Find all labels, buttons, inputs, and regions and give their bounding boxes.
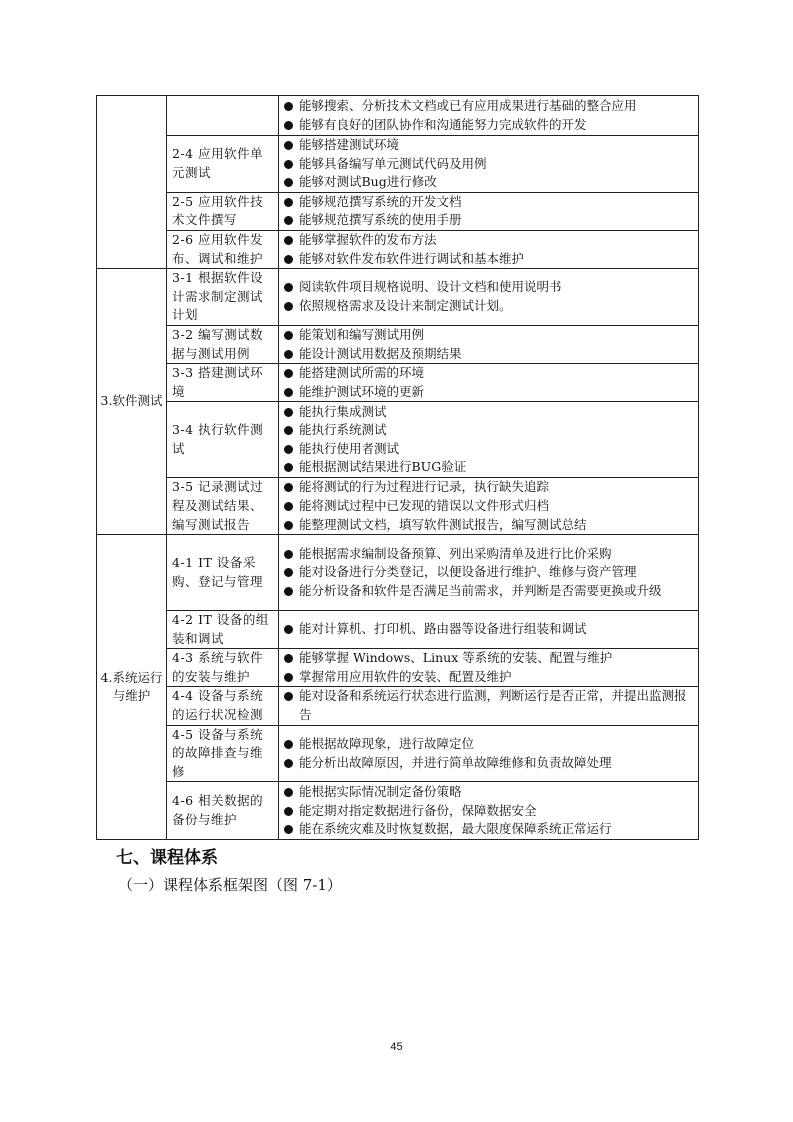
requirement-item: 能执行集成测试	[283, 403, 694, 422]
table-row	[97, 136, 699, 193]
table-row	[97, 649, 699, 687]
task-cell: 3-4 执行软件测试	[167, 402, 279, 478]
subsection-title: （一）课程体系框架图（图 7-1）	[118, 876, 342, 894]
table-row	[97, 230, 699, 268]
table-row	[97, 687, 699, 725]
requirement-item: 能将测试的行为过程进行记录，执行缺失追踪	[283, 478, 694, 497]
requirements-cell	[279, 649, 699, 687]
requirement-item: 能够搭建测试环境	[283, 136, 694, 155]
table-row	[97, 725, 699, 782]
task-cell: 3-3 搭建测试环境	[167, 364, 279, 402]
task-cell: 4-6 相关数据的备份与维护	[167, 782, 279, 840]
task-cell: 2-5 应用软件技术文件撰写	[167, 192, 279, 230]
requirements-cell	[279, 269, 699, 326]
table-row	[97, 535, 699, 611]
requirements-cell	[279, 535, 699, 611]
requirement-item: 能根据测试结果进行BUG验证	[283, 458, 694, 477]
requirement-item: 能够搜索、分析技术文档或已有应用成果进行基础的整合应用	[283, 97, 694, 116]
requirements-table	[96, 95, 699, 840]
requirements-cell	[279, 96, 699, 136]
task-cell: 4-3 系统与软件的安装与维护	[167, 649, 279, 687]
requirement-item: 能整理测试文档，填写软件测试报告，编写测试总结	[283, 516, 694, 535]
requirements-cell	[279, 136, 699, 193]
requirement-item: 掌握常用应用软件的安装、配置及维护	[283, 668, 694, 687]
requirements-cell	[279, 725, 699, 782]
requirement-item: 能够有良好的团队协作和沟通能努力完成软件的开发	[283, 116, 694, 135]
task-cell: 4-1 IT 设备采购、登记与管理	[167, 535, 279, 611]
requirement-item: 能在系统灾难及时恢复数据，最大限度保障系统正常运行	[283, 820, 694, 839]
table-row	[97, 96, 699, 136]
requirement-item: 能够具备编写单元测试代码及用例	[283, 155, 694, 174]
requirements-cell	[279, 364, 699, 402]
area-cell: 4.系统运行与维护	[97, 535, 167, 840]
requirements-cell	[279, 611, 699, 649]
requirement-item: 能执行系统测试	[283, 421, 694, 440]
task-cell: 4-5 设备与系统的故障排查与维修	[167, 725, 279, 782]
requirements-cell	[279, 192, 699, 230]
table-row	[97, 269, 699, 326]
table-row	[97, 325, 699, 363]
requirement-item: 阅读软件项目规格说明、设计文档和使用说明书	[283, 278, 694, 297]
task-cell: 4-4 设备与系统的运行状况检测	[167, 687, 279, 725]
requirement-item: 依照规格需求及设计来制定测试计划。	[283, 297, 694, 316]
requirement-item: 能搭建测试所需的环境	[283, 364, 694, 383]
requirements-cell	[279, 478, 699, 535]
requirement-item: 能对设备进行分类登记，以便设备进行维护、维修与资产管理	[283, 563, 694, 582]
requirements-cell	[279, 230, 699, 268]
requirement-item: 能对计算机、打印机、路由器等设备进行组装和调试	[283, 620, 694, 639]
requirement-item: 能定期对指定数据进行备份，保障数据安全	[283, 802, 694, 821]
page-number: 45	[390, 1041, 403, 1053]
requirement-item: 能对设备和系统运行状态进行监测，判断运行是否正常，并提出监测报告	[283, 687, 694, 724]
requirement-item: 能根据故障现象，进行故障定位	[283, 735, 694, 754]
requirements-cell	[279, 325, 699, 363]
requirement-item: 能够规范撰写系统的使用手册	[283, 211, 694, 230]
table-row	[97, 478, 699, 535]
requirement-item: 能够对软件发布软件进行调试和基本维护	[283, 250, 694, 269]
requirement-item: 能执行使用者测试	[283, 440, 694, 459]
task-cell: 4-2 IT 设备的组装和调试	[167, 611, 279, 649]
requirement-item: 能够掌握软件的发布方法	[283, 231, 694, 250]
table-row	[97, 364, 699, 402]
section-title: 七、课程体系	[116, 848, 218, 868]
requirement-item: 能设计测试用数据及预期结果	[283, 345, 694, 364]
requirements-cell	[279, 402, 699, 478]
requirement-item: 能根据实际情况制定备份策略	[283, 783, 694, 802]
task-cell: 2-4 应用软件单元测试	[167, 136, 279, 193]
area-cell: 3.软件测试	[97, 269, 167, 535]
table-row	[97, 782, 699, 840]
requirement-item: 能够掌握 Windows、Linux 等系统的安装、配置与维护	[283, 649, 694, 668]
table-row	[97, 611, 699, 649]
requirements-cell	[279, 687, 699, 725]
task-cell	[167, 96, 279, 136]
requirement-item: 能分析设备和软件是否满足当前需求，并判断是否需要更换或升级	[283, 582, 694, 601]
area-cell	[97, 96, 167, 269]
task-cell: 3-2 编写测试数据与测试用例	[167, 325, 279, 363]
requirement-item: 能根据需求编制设备预算、列出采购清单及进行比价采购	[283, 545, 694, 564]
requirement-item: 能够规范撰写系统的开发文档	[283, 193, 694, 212]
table-row	[97, 402, 699, 478]
requirement-item: 能将测试过程中已发现的错误以文件形式归档	[283, 497, 694, 516]
task-cell: 3-1 根据软件设计需求制定测试计划	[167, 269, 279, 326]
requirement-item: 能维护测试环境的更新	[283, 383, 694, 402]
requirement-item: 能分析出故障原因，并进行简单故障维修和负责故障处理	[283, 754, 694, 773]
task-cell: 2-6 应用软件发布、调试和维护	[167, 230, 279, 268]
table-row	[97, 192, 699, 230]
task-cell: 3-5 记录测试过程及测试结果、编写测试报告	[167, 478, 279, 535]
requirement-item: 能够对测试Bug进行修改	[283, 173, 694, 192]
requirement-item: 能策划和编写测试用例	[283, 326, 694, 345]
requirements-cell	[279, 782, 699, 840]
